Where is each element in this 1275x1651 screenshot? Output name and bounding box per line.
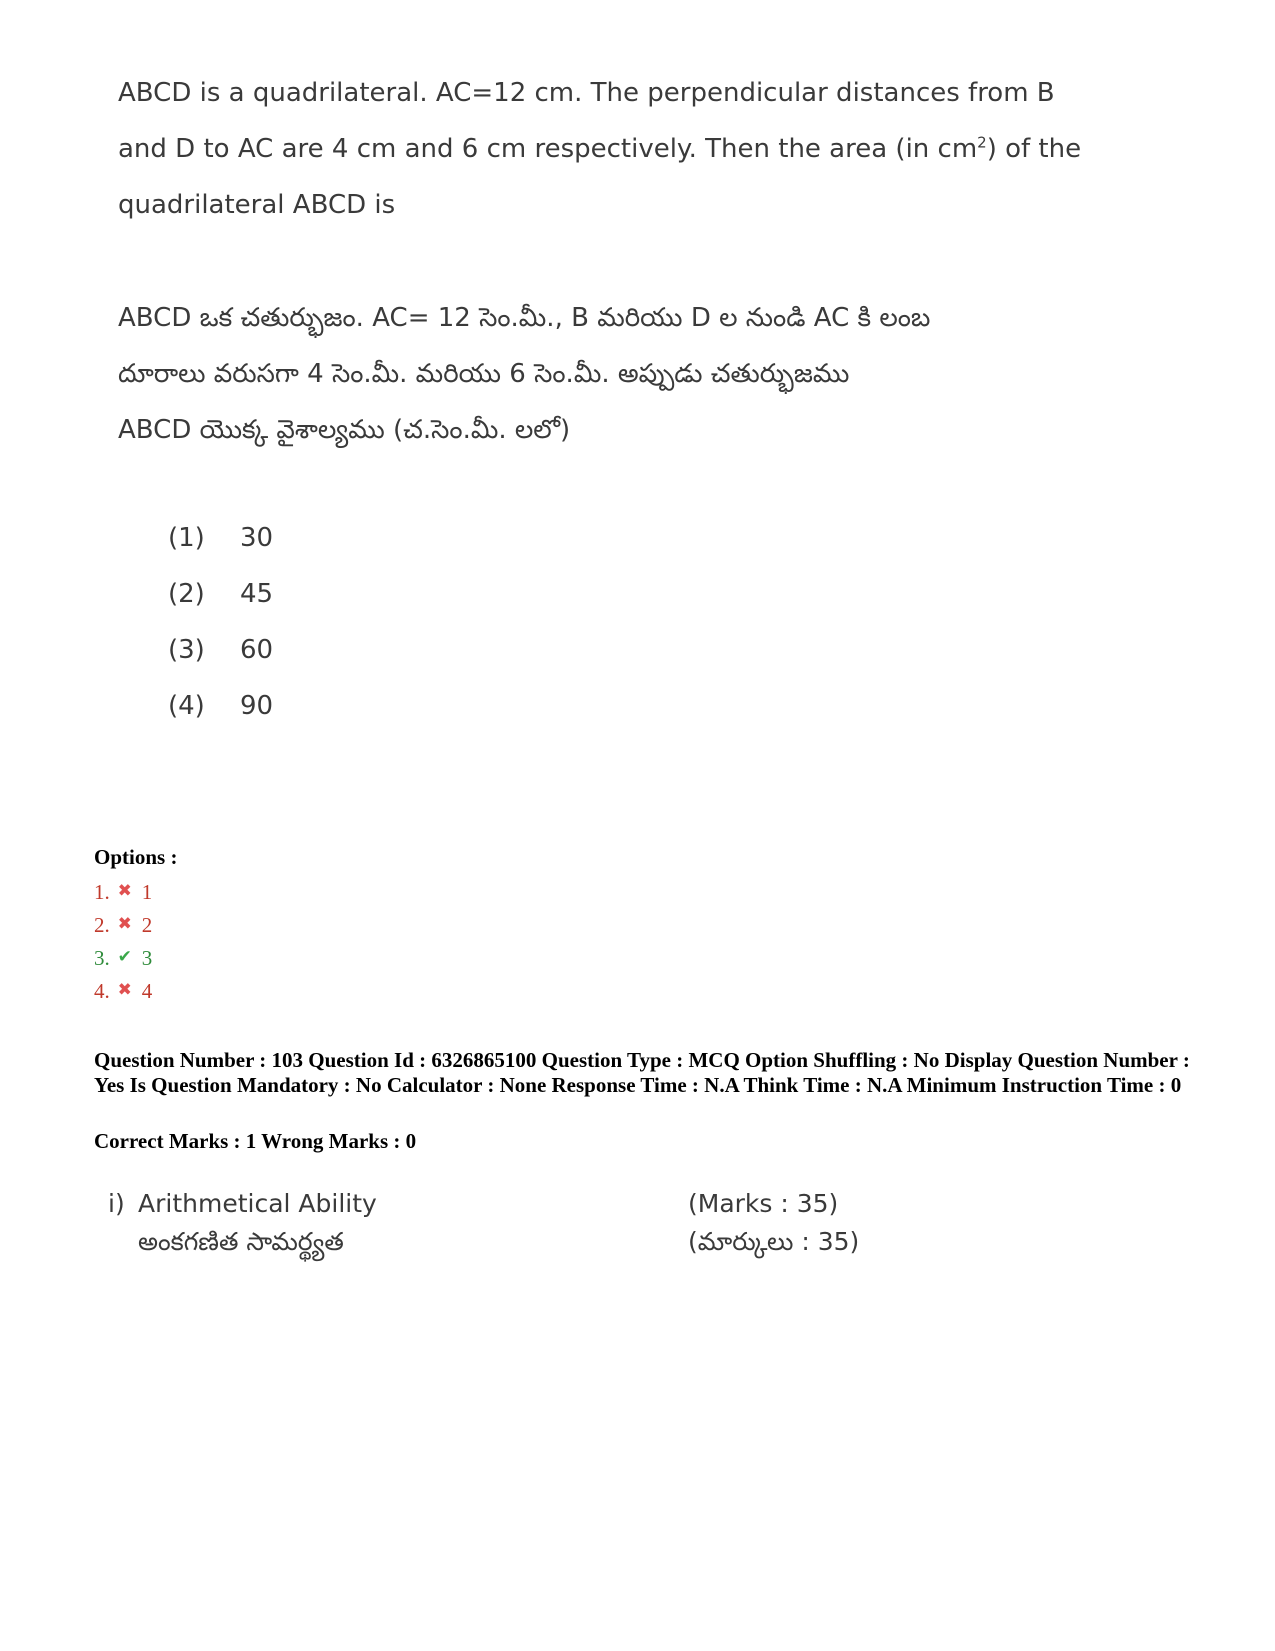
choice-item: [168, 579, 273, 635]
option-number: 3.: [94, 946, 110, 970]
choice-item: [168, 523, 273, 579]
option-item: [94, 975, 177, 1008]
option-label: 3: [141, 946, 153, 970]
section-header: [108, 1185, 1008, 1261]
option-number: 2.: [94, 913, 110, 937]
section-title-telugu: అంకగణిత సామర్థ్యత: [138, 1227, 344, 1256]
section-marks-telugu: (మార్కులు : 35): [688, 1227, 860, 1256]
choice-item: [168, 691, 273, 747]
option-label: 4: [141, 979, 153, 1003]
option-label: 2: [141, 913, 153, 937]
answer-choices: [168, 523, 273, 747]
option-item: [94, 876, 177, 909]
option-number: 4.: [94, 979, 110, 1003]
option-item: [94, 942, 177, 975]
question-line: దూరాలు వరుసగా 4 సెం.మీ. మరియు 6 సెం.మీ. అప్పుడు చతుర్భుజము: [118, 359, 850, 389]
check-icon: ✔: [117, 946, 132, 966]
choice-number: (2): [168, 579, 205, 609]
question-line: ABCD is a quadrilateral. AC=12 cm. The perpendicular distances from B: [118, 78, 1055, 108]
question-line: ABCD యొక్క వైశాల్యము (చ.సెం.మీ. లలో): [118, 415, 571, 445]
question-line: quadrilateral ABCD is: [118, 190, 396, 220]
choice-value: 60: [240, 635, 274, 665]
choice-value: 90: [240, 691, 274, 721]
cross-icon: ✖: [117, 979, 132, 999]
section-number: i): [108, 1189, 125, 1218]
option-label: 1: [141, 880, 153, 904]
options-title: Options :: [94, 845, 178, 869]
option-item: [94, 909, 177, 942]
choice-value: 30: [240, 523, 274, 553]
question-metadata: Question Number : 103 Question Id : 6326865100 Question Type : MCQ Option Shuffling : No Display Question Number : Yes Is Question Mandatory : No Calculator : None Response Time : N.A Think Time : N.A Minimum Instruction Time : 0: [94, 1048, 1190, 1097]
cross-icon: ✖: [117, 913, 132, 933]
section-title-english: Arithmetical Ability: [138, 1189, 377, 1218]
option-number: 1.: [94, 880, 110, 904]
question-line: ABCD ఒక చతుర్భుజం. AC= 12 సెం.మీ., B మరియు D ల నుండి AC కి లంబ: [118, 303, 931, 333]
options-list: [94, 845, 177, 1008]
cross-icon: ✖: [117, 880, 132, 900]
question-text-telugu: [118, 290, 1048, 458]
marks-info: Correct Marks : 1 Wrong Marks : 0: [94, 1129, 417, 1153]
choice-item: [168, 635, 273, 691]
section-marks-english: (Marks : 35): [688, 1189, 839, 1218]
choice-value: 45: [240, 579, 274, 609]
choice-number: (1): [168, 523, 205, 553]
superscript: 2: [977, 133, 987, 152]
question-line: and D to AC are 4 cm and 6 cm respectively. Then the area (in $cm^2$) of the: [118, 133, 1082, 164]
question-text-english: [118, 65, 1082, 233]
choice-number: (3): [168, 635, 205, 665]
choice-number: (4): [168, 691, 205, 721]
